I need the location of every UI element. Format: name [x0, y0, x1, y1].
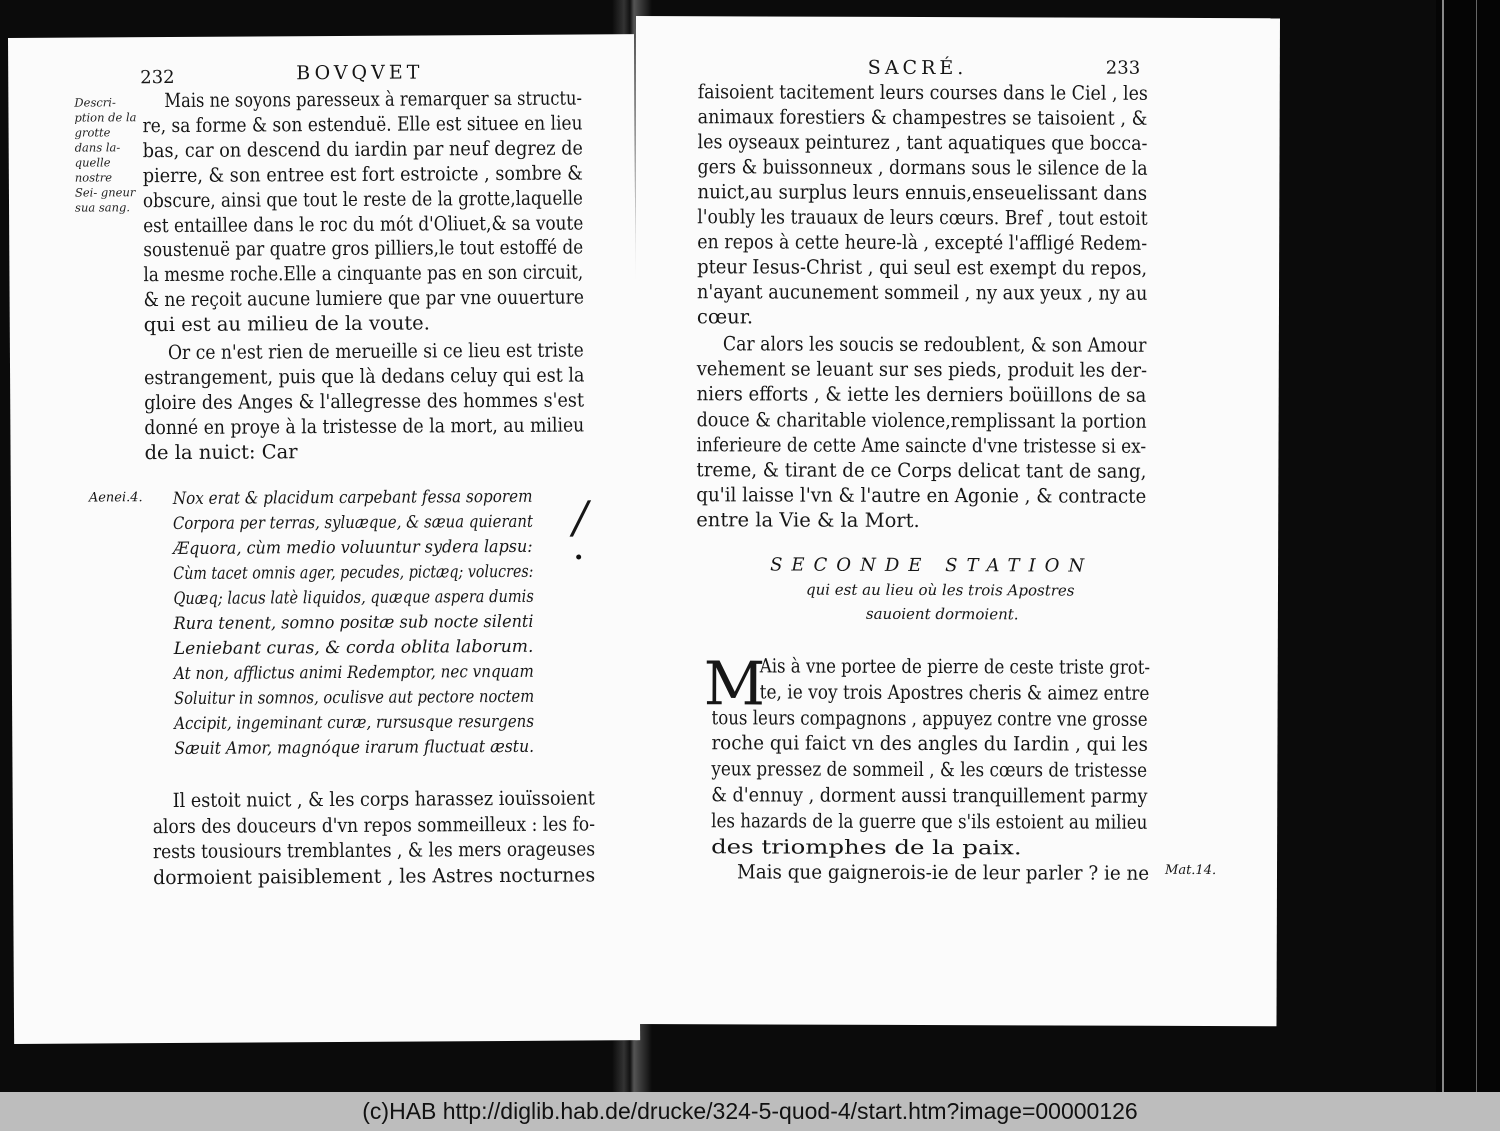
lp1-line: pierre, & son entree est fort estroicte , sombre &	[142, 161, 583, 187]
rp1-line: faisoient tacitement leurs courses dans le Ciel , les	[697, 80, 1148, 105]
lverse-line: Nox erat & placidum carpebant fessa soporem	[172, 486, 533, 510]
rp1-line: animaux forestiers & champestres se taisoient , &	[697, 105, 1148, 130]
rp1-line: les oyseaux peinturez , tant aquatiques que bocca-	[697, 130, 1148, 155]
station-heading: SECONDE STATION	[770, 554, 1094, 577]
rp3-line: des triomphes de la paix.	[711, 834, 1022, 859]
station-subtitle-1: qui est au lieu où les trois Apostres	[805, 580, 1075, 600]
rp2-line: niers efforts , & iette les derniers boüillons de sa	[696, 382, 1147, 408]
lp2-line: donné en proye à la tristesse de la mort, au milieu	[144, 413, 585, 439]
lverse-line: Sæuit Amor, magnóque irarum fluctuat æstu.	[174, 736, 535, 759]
station-subtitle-2: sauoient dormoient.	[865, 604, 1019, 624]
rp3-line: & d'ennuy , dorment aussi tranquillement parmy	[711, 783, 1148, 808]
page-edges	[1436, 0, 1500, 1092]
lverse-line: Quæq; lacus latè liquidos, quæque aspera dumis	[173, 586, 534, 609]
lp1-line: Mais ne soyons paresseux à remarquer sa structu-	[164, 86, 583, 113]
lp2-line: gloire des Anges & l'allegresse des hommes s'est	[144, 388, 585, 414]
rp3-line: roche qui faict vn des angles du Iardin , qui les	[711, 731, 1148, 757]
lp1-line: re, sa forme & son estenduë. Elle est situee en lieu	[142, 111, 583, 138]
left-margin-note: Descri- ption de la grotte dans la- quelle nostre Sei- gneur sua sang.	[74, 95, 137, 215]
rp3-line: Mais que gaignerois-ie de leur parler ? ie ne	[736, 860, 1150, 886]
lverse-line: Cùm tacet omnis ager, pecudes, pictæq; volucres:	[173, 561, 534, 585]
rp3-line: tous leurs compagnons , appuyez contre vne grosse	[711, 705, 1148, 731]
rp1-line: en repos à cette heure-là , excepté l'affligé Redem-	[697, 230, 1148, 255]
ink-mark: /	[572, 492, 588, 544]
rp1-line: pteur Iesus-Christ , qui seul est exempt du repos,	[697, 255, 1148, 280]
right-running-head: SACRÉ.	[867, 56, 968, 80]
right-margin-reference: Mat.14.	[1164, 862, 1217, 879]
left-page	[8, 34, 640, 1044]
right-folio: 233	[1105, 57, 1141, 79]
lp3-line: dormoient paisiblement , les Astres nocturnes	[153, 862, 596, 889]
left-running-head: BOVQVET	[296, 61, 424, 85]
verse-reference: Aenei.4.	[88, 490, 143, 506]
rp1-line: nuict,au surplus leurs ennuis,enseuelissant dans	[697, 180, 1148, 205]
rp2-line: qu'il laisse l'vn & l'autre en Agonie , & contracte	[696, 483, 1147, 508]
rp1-line: cœur.	[696, 305, 754, 329]
lverse-line: Soluitur in somnos, oculisve aut pectore noctem	[173, 686, 535, 709]
lp3-line: rests tousiours tremblantes , & les mers orageuses	[152, 837, 596, 864]
lp1-line: soustenuë par quatre gros pilliers,le tout estoffé de	[143, 235, 584, 262]
right-page	[632, 16, 1280, 1026]
lp2-line: estrangement, puis que là dedans celuy qui est la	[144, 363, 585, 390]
rp1-line: gers & buissonneux , dormans sous le silence de la	[697, 155, 1148, 180]
lp1-line: qui est au milieu de la voute.	[143, 311, 430, 337]
lverse-line: At non, afflictus animi Redemptor, nec vnquam	[173, 661, 534, 684]
rp2-line: Car alors les soucis se redoublent, & son Amour	[722, 332, 1147, 357]
copyright-footer: (c)HAB http://diglib.hab.de/drucke/324-5-quod-4/start.htm?image=00000126	[0, 1092, 1500, 1131]
lp3-line: alors des douceurs d'vn repos sommeilleux : les fo-	[152, 811, 596, 838]
rp3-line: les hazards de la guerre que s'ils estoient au milieu	[711, 809, 1148, 834]
rp3-line: te, ie voy trois Apostres cheris & aimez entre	[759, 680, 1150, 705]
lverse-line: Æquora, cùm medio voluuntur sydera lapsu:	[173, 536, 533, 560]
lp1-line: obscure, ainsi que tout le reste de la grotte,laquelle	[142, 186, 583, 212]
lp1-line: bas, car on descend du iardin par neuf degrez de	[142, 136, 584, 162]
rp3-line: yeux pressez de sommeil , & les cœurs de tristesse	[711, 757, 1148, 782]
left-folio: 232	[140, 66, 175, 89]
lp1-line: est entaillee dans le roc du mót d'Oliuet,& sa voute	[143, 210, 584, 237]
ink-dot	[576, 555, 581, 560]
drop-capital: M	[703, 649, 766, 720]
rp2-line: vehement se leuant sur ses pieds, produit les der-	[696, 357, 1148, 382]
lverse-line: Corpora per terras, syluæque, & sæua quierant	[172, 511, 533, 535]
lp2-line: Or ce n'est rien de merueille si ce lieu est triste	[167, 338, 584, 365]
rp1-line: l'oubly les trauaux de leurs cœurs. Bref , tout estoit	[697, 205, 1148, 230]
lverse-line: Accipit, ingeminant curæ, rursusque resurgens	[174, 711, 535, 734]
rp2-line: inferieure de cette Ame saincte d'vne tristesse si ex-	[696, 433, 1147, 458]
lp2-line: de la nuict: Car	[144, 439, 298, 464]
lp1-line: & ne reçoit aucune lumiere que par vne ouuerture	[143, 285, 585, 312]
rp2-line: treme, & tirant de ce Corps delicat tant de sang,	[696, 458, 1147, 483]
rp2-line: douce & charitable violence,remplissant la portion	[696, 407, 1147, 433]
lverse-line: Rura tenent, somno positæ sub nocte silenti	[173, 611, 534, 634]
lverse-line: Leniebant curas, & corda oblita laborum.	[173, 636, 534, 659]
rp2-line: entre la Vie & la Mort.	[696, 508, 920, 533]
lp3-line: Il estoit nuict , & les corps harassez iouïssoient	[172, 786, 596, 813]
rp3-line: Ais à vne portee de pierre de ceste triste grot-	[759, 654, 1151, 679]
lp1-line: la mesme roche.Elle a cinquante pas en son circuit,	[143, 260, 584, 287]
rp1-line: n'ayant aucunement sommeil , ny aux yeux , ny au	[696, 280, 1148, 305]
